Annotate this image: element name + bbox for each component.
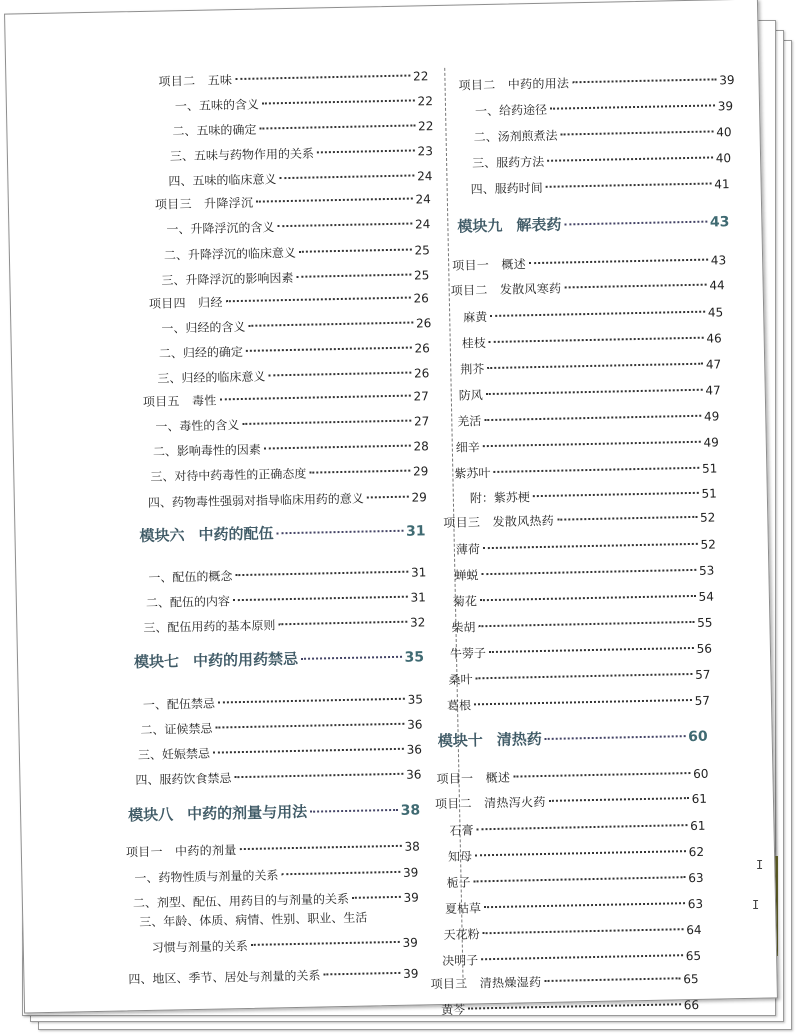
- toc-page-number: 22: [417, 119, 434, 134]
- module-name: 清热药: [496, 730, 542, 749]
- leader-dots: [213, 748, 404, 754]
- toc-entry-label: 菊花: [452, 594, 478, 609]
- toc-item-entry[interactable]: [457, 408, 719, 429]
- toc-project-entry[interactable]: [436, 766, 708, 787]
- toc-page-number: 49: [703, 409, 720, 424]
- toc-page-number: 27: [413, 414, 430, 429]
- toc-page-number: 32: [409, 615, 426, 630]
- toc-entry-label: 项目三 发散风热药: [443, 513, 555, 530]
- toc-project-entry[interactable]: [149, 290, 429, 312]
- toc-entry-label: 二、五味的确定: [172, 122, 257, 139]
- toc-entry-label: 石膏: [449, 823, 474, 838]
- module-title: [134, 651, 298, 670]
- toc-item-entry[interactable]: [460, 356, 721, 377]
- leader-dots: [277, 223, 412, 228]
- toc-entry-label-line1: 三、年龄、体质、病情、性别、职业、生活: [139, 910, 368, 930]
- leader-dots: [547, 156, 713, 161]
- toc-entry-label: 麻黄: [463, 310, 488, 325]
- leader-dots: [277, 530, 403, 535]
- toc-item-entry[interactable]: [150, 463, 428, 485]
- toc-page-number: 54: [698, 589, 715, 604]
- toc-page-number: 52: [700, 537, 716, 552]
- toc-page-number: 52: [699, 510, 716, 525]
- leader-dots: [478, 621, 694, 627]
- toc-entry-label: 三、归经的临床意义: [157, 369, 266, 386]
- toc-item-entry[interactable]: [463, 304, 723, 325]
- leader-dots: [550, 104, 715, 109]
- leader-dots: [477, 824, 688, 830]
- leader-dots: [474, 699, 692, 705]
- toc-page-number: 26: [413, 366, 430, 381]
- toc-entry-label: 四、服药时间: [470, 180, 543, 197]
- leader-dots: [483, 441, 701, 447]
- leader-dots: [268, 372, 411, 377]
- module-title: [457, 217, 561, 235]
- toc-entry-label: 细辛: [455, 440, 480, 455]
- toc-page-number: 38: [400, 802, 421, 819]
- toc-project-entry[interactable]: [435, 791, 707, 812]
- leader-dots: [546, 183, 712, 188]
- toc-page-number: 22: [412, 69, 429, 84]
- toc-module-heading[interactable]: [438, 728, 708, 750]
- toc-module-heading[interactable]: [134, 648, 424, 671]
- toc-page-number: 26: [415, 316, 432, 331]
- leader-dots: [248, 322, 413, 327]
- leader-dots: [218, 698, 405, 704]
- toc-page-number: 60: [688, 728, 708, 746]
- toc-entry-label: 项目三 清热燥湿药: [430, 975, 542, 992]
- toc-entry-label: 桑叶: [448, 672, 473, 687]
- toc-page-number: 36: [406, 742, 423, 757]
- toc-entry-label: 葛根: [446, 698, 472, 713]
- toc-page-number: 28: [413, 439, 429, 454]
- toc-entry-label: 四、服药饮食禁忌: [135, 771, 232, 788]
- toc-page-number: 35: [407, 692, 424, 707]
- toc-item-entry[interactable]: [153, 438, 429, 460]
- toc-entry-label: 黄芩: [440, 1002, 466, 1018]
- leader-dots: [489, 647, 694, 653]
- toc-item-entry[interactable]: [172, 118, 433, 139]
- toc-entry-label: 三、妊娠禁忌: [137, 746, 211, 763]
- toc-entry-label: 一、给药途径: [474, 102, 548, 119]
- toc-item-entry[interactable]: [157, 365, 429, 386]
- toc-page-number: 31: [410, 565, 427, 580]
- toc-page-number: 29: [411, 490, 427, 505]
- toc-page-number: 27: [413, 389, 429, 404]
- toc-page-number: 26: [414, 341, 430, 356]
- leader-dots: [572, 78, 716, 83]
- leader-dots: [279, 174, 414, 179]
- toc-entry-label: 蝉蜕: [454, 568, 479, 583]
- toc-page-number: 36: [405, 767, 422, 782]
- toc-page-number: 22: [417, 94, 434, 109]
- toc-entry-label: 项目一 概述: [436, 770, 511, 787]
- toc-item-entry[interactable]: [473, 124, 731, 145]
- leader-dots: [299, 249, 412, 253]
- toc-item-entry[interactable]: [161, 267, 429, 288]
- leader-dots: [564, 284, 706, 289]
- toc-entry-label: 四、药物毒性强弱对指导临床用药的意义: [147, 491, 365, 510]
- leader-dots: [487, 363, 703, 369]
- toc-entry-label: 二、影响毒性的因素: [152, 442, 261, 459]
- leader-dots: [489, 337, 704, 343]
- toc-page-number: 25: [414, 243, 431, 258]
- toc-page-number: 41: [714, 177, 730, 192]
- leader-dots: [235, 75, 410, 81]
- leader-dots: [296, 274, 411, 278]
- toc-page-number: 63: [688, 870, 704, 886]
- toc-page-number: 51: [701, 461, 718, 476]
- toc-project-entry[interactable]: [443, 509, 715, 530]
- toc-item-entry[interactable]: [140, 716, 422, 738]
- toc-project-entry[interactable]: [155, 191, 431, 213]
- toc-entry-label: 项目一 中药的剂量: [125, 843, 237, 860]
- toc-project-entry[interactable]: [452, 252, 726, 273]
- toc-entry-label: 项目一 概述: [452, 257, 527, 273]
- leader-dots: [235, 571, 408, 576]
- leader-dots: [544, 977, 680, 982]
- toc-page-number: 23: [417, 144, 434, 159]
- toc-item-entry[interactable]: [146, 589, 426, 611]
- leader-dots: [490, 311, 705, 317]
- leader-dots: [480, 595, 696, 601]
- toc-item-entry[interactable]: [471, 176, 730, 197]
- text-cursor-mark-2: I: [752, 898, 760, 912]
- toc-page-number: 57: [695, 667, 711, 682]
- toc-item-entry[interactable]: [445, 896, 703, 917]
- toc-page-number: 40: [716, 125, 732, 140]
- toc-page-number: 56: [696, 641, 713, 656]
- toc-module-heading[interactable]: [457, 213, 729, 235]
- toc-entry-label: 一、配伍的概念: [148, 569, 233, 585]
- toc-item-entry[interactable]: [170, 143, 433, 164]
- toc-item-entry[interactable]: [443, 922, 701, 943]
- toc-entry-label: 项目四 归经: [148, 295, 223, 311]
- leader-dots: [352, 896, 401, 899]
- toc-module-heading[interactable]: [139, 522, 425, 545]
- text-cursor-mark: I: [756, 858, 764, 872]
- toc-item-entry[interactable]: [442, 948, 701, 969]
- toc-entry-label: 决明子: [442, 953, 479, 969]
- toc-item-entry[interactable]: [454, 460, 717, 481]
- toc-entry-label: 一、配伍禁忌: [142, 696, 216, 713]
- leader-dots: [226, 297, 411, 303]
- toc-page-number: 24: [415, 192, 431, 207]
- toc-entry-label: 二、证候禁忌: [140, 721, 213, 738]
- toc-item-entry[interactable]: [168, 168, 432, 189]
- leader-dots: [484, 902, 685, 908]
- toc-page-number: 43: [709, 214, 730, 231]
- module-number: 模块七: [133, 652, 180, 672]
- toc-project-entry[interactable]: [158, 68, 428, 89]
- toc-page-number: 35: [404, 649, 425, 666]
- toc-entry-label: 项目三 升降浮沉: [154, 195, 254, 212]
- toc-page-number: 26: [413, 291, 429, 306]
- toc-page-number: 60: [693, 766, 709, 781]
- leader-dots: [549, 797, 689, 802]
- leader-dots: [557, 516, 697, 521]
- module-title: [139, 525, 273, 544]
- toc-page-number: 53: [698, 563, 715, 578]
- toc-project-entry[interactable]: [430, 971, 698, 992]
- toc-page-number: 51: [701, 486, 717, 501]
- toc-project-entry[interactable]: [143, 388, 429, 410]
- toc-page-number: 31: [405, 523, 426, 540]
- toc-entry-label: 项目二 发散风寒药: [450, 281, 562, 298]
- leader-dots: [564, 221, 706, 226]
- toc-entry-label: 一、升降浮沉的含义: [166, 220, 275, 237]
- leader-dots: [256, 198, 412, 203]
- toc-page-number: 39: [402, 966, 419, 981]
- toc-page-number: 61: [691, 791, 708, 807]
- leader-dots: [233, 596, 408, 602]
- toc-page: [4, 0, 778, 1018]
- leader-dots: [323, 972, 400, 976]
- toc-page-number: 65: [685, 948, 702, 964]
- leader-dots: [242, 420, 411, 425]
- toc-entry-label: 一、五味的含义: [174, 97, 260, 114]
- toc-entry-label: 防风: [458, 388, 483, 403]
- toc-item-entry[interactable]: [448, 667, 710, 688]
- leader-dots: [468, 1003, 681, 1009]
- leader-dots: [215, 723, 404, 729]
- leader-dots: [484, 415, 701, 421]
- toc-entry-label: 三、五味与药物作用的关系: [169, 146, 315, 164]
- toc-entry-label: 四、地区、季节、居处与剂量的关系: [128, 968, 321, 987]
- toc-entry-wrapped[interactable]: [139, 909, 419, 931]
- leader-dots: [220, 395, 411, 401]
- toc-entry-label: 二、汤剂煎煮法: [473, 128, 558, 145]
- toc-entry-label: 羌活: [457, 414, 482, 429]
- toc-item-entry[interactable]: [453, 589, 714, 610]
- toc-page-number: 39: [402, 935, 418, 950]
- toc-page-number: 38: [404, 839, 420, 854]
- toc-entry-label: 一、药物性质与剂量的关系: [134, 868, 279, 886]
- leader-dots: [264, 445, 411, 450]
- toc-item-entry[interactable]: [450, 641, 712, 662]
- toc-item-entry[interactable]: [462, 330, 722, 351]
- toc-entry-label: 一、归经的含义: [161, 319, 246, 336]
- leader-dots: [483, 543, 698, 549]
- toc-module-heading[interactable]: [128, 801, 420, 824]
- toc-item-entry[interactable]: [456, 536, 716, 557]
- leader-dots: [475, 673, 692, 679]
- module-title: [438, 731, 542, 749]
- leader-dots: [481, 569, 696, 575]
- toc-entry-label: 桂枝: [461, 336, 486, 351]
- toc-page-number: 64: [686, 922, 702, 938]
- module-number: 模块八: [127, 805, 174, 825]
- module-name: 中药的剂量与用法: [186, 802, 308, 824]
- toc-item-entry[interactable]: [448, 844, 704, 865]
- toc-entry-label: 二、剂型、配伍、用药目的与剂量的关系: [132, 891, 350, 911]
- toc-page-number: 24: [414, 217, 431, 232]
- toc-entry-wrapped-cont[interactable]: [152, 935, 418, 956]
- toc-page-number: 39: [402, 865, 419, 880]
- toc-entry-label: 天花粉: [443, 927, 480, 943]
- toc-page-number: 39: [403, 890, 420, 905]
- toc-item-entry[interactable]: [133, 890, 419, 912]
- toc-entry-label: 二、归经的确定: [158, 344, 244, 361]
- toc-item-entry[interactable]: [166, 216, 430, 237]
- toc-item-entry[interactable]: [159, 340, 430, 361]
- toc-project-entry[interactable]: [451, 277, 725, 298]
- toc-entry-label: 三、服药方法: [471, 154, 545, 171]
- toc-page-number: 39: [719, 73, 735, 88]
- leader-dots: [533, 492, 699, 497]
- toc-page-number: 55: [696, 615, 713, 630]
- module-number: 模块九: [457, 216, 503, 236]
- toc-item-entry[interactable]: [143, 691, 423, 713]
- toc-entry-label: 二、配伍的内容: [145, 594, 231, 610]
- toc-page-number: 62: [688, 844, 705, 860]
- toc-item-entry[interactable]: [155, 413, 429, 434]
- module-number: 模块六: [139, 526, 185, 546]
- module-title: [128, 804, 307, 824]
- toc-entry-label: 柴胡: [451, 620, 476, 635]
- toc-entry-label: 栀子: [446, 875, 471, 890]
- leader-dots: [481, 954, 683, 960]
- toc-item-entry[interactable]: [447, 693, 710, 714]
- toc-item-entry[interactable]: [451, 615, 712, 636]
- toc-page-number: 43: [710, 253, 727, 268]
- toc-item-entry[interactable]: [138, 741, 422, 763]
- leader-dots: [493, 467, 699, 473]
- leader-dots: [310, 809, 398, 813]
- toc-item-entry[interactable]: [459, 382, 721, 403]
- toc-page-number: 57: [694, 693, 711, 708]
- toc-page-number: 44: [709, 278, 725, 293]
- toc-page-number: 24: [416, 169, 433, 184]
- toc-item-entry[interactable]: [128, 966, 418, 988]
- toc-page-number: 31: [410, 590, 426, 605]
- leader-dots: [561, 130, 714, 135]
- toc-item-entry[interactable]: [456, 434, 719, 455]
- leader-dots: [474, 876, 686, 882]
- module-name: 解表药: [516, 215, 562, 235]
- toc-entry-label: 知母: [447, 849, 473, 864]
- leader-dots: [281, 871, 400, 875]
- leader-dots: [483, 928, 684, 934]
- toc-page-number: 65: [683, 971, 699, 987]
- leader-dots: [309, 470, 410, 474]
- leader-dots: [251, 941, 400, 946]
- toc-page-number: 47: [705, 357, 722, 372]
- leader-dots: [317, 149, 415, 153]
- toc-page-number: 47: [705, 383, 721, 398]
- leader-dots: [475, 850, 686, 856]
- toc-item-entry[interactable]: [148, 564, 426, 586]
- toc-item-entry[interactable]: [148, 489, 427, 511]
- toc-page-number: 49: [703, 435, 719, 450]
- toc-entry-label: 项目五 毒性: [142, 393, 217, 409]
- leader-dots: [278, 621, 407, 626]
- toc-entry-label: 项目二 清热泻火药: [434, 794, 546, 812]
- toc-entry-label: 牛蒡子: [449, 646, 487, 661]
- toc-item-entry[interactable]: [475, 98, 733, 119]
- toc-entry-label: 紫苏叶: [454, 466, 491, 481]
- leader-dots: [301, 656, 402, 660]
- leader-dots: [486, 389, 703, 395]
- toc-page-number: 25: [413, 268, 430, 283]
- toc-item-entry[interactable]: [134, 865, 418, 887]
- leader-dots: [367, 496, 409, 499]
- toc-entry-label: 三、对待中药毒性的正确态度: [150, 466, 307, 484]
- toc-entry-label: 一、毒性的含义: [155, 418, 240, 434]
- toc-item-entry[interactable]: [446, 870, 703, 891]
- toc-item-entry[interactable]: [470, 485, 717, 506]
- leader-dots: [234, 773, 403, 778]
- toc-entry-label: 项目二 五味: [158, 73, 233, 89]
- toc-page-number: 46: [706, 331, 722, 346]
- toc-item-entry[interactable]: [472, 150, 731, 171]
- leader-dots: [246, 347, 412, 352]
- toc-item-entry[interactable]: [449, 818, 705, 839]
- toc-page-number: 61: [690, 818, 706, 834]
- leader-dots: [240, 845, 402, 850]
- leader-dots: [513, 772, 690, 778]
- toc-entry-label: 三、配伍用药的基本原则: [143, 618, 276, 635]
- module-number: 模块十: [437, 731, 483, 751]
- toc-page-number: 45: [707, 305, 724, 320]
- toc-project-entry[interactable]: [126, 838, 420, 860]
- toc-page-number: 63: [687, 896, 704, 912]
- toc-entry-label: 薄荷: [455, 542, 481, 557]
- leader-dots: [545, 735, 685, 740]
- toc-entry-label: 夏枯草: [444, 901, 482, 916]
- leader-dots: [262, 99, 415, 104]
- toc-entry-label: 荆芥: [460, 362, 485, 377]
- toc-page-number: 66: [683, 997, 700, 1013]
- toc-page-number: 29: [412, 464, 429, 479]
- toc-entry-label: 附：紫苏梗: [469, 490, 531, 506]
- toc-page-number: 40: [715, 151, 732, 166]
- leader-dots: [529, 259, 708, 265]
- toc-item-entry[interactable]: [161, 315, 431, 336]
- toc-item-entry[interactable]: [164, 242, 430, 263]
- toc-page-number: 39: [717, 99, 734, 114]
- toc-entry-label: 四、五味的临床意义: [168, 172, 277, 189]
- toc-entry-label-line2: 习惯与剂量的关系: [151, 938, 248, 955]
- leader-dots: [259, 124, 415, 129]
- toc-item-entry[interactable]: [175, 93, 433, 114]
- module-name: 中药的配伍: [198, 524, 274, 544]
- toc-entry-label: 二、升降浮沉的临床意义: [163, 245, 297, 263]
- toc-entry-label: 项目二 中药的用法: [458, 76, 570, 93]
- toc-item-entry[interactable]: [143, 614, 425, 636]
- toc-entry-label: 三、升降浮沉的影响因素: [161, 270, 294, 288]
- toc-item-entry[interactable]: [135, 766, 421, 788]
- toc-page-number: 36: [406, 717, 423, 732]
- toc-project-entry[interactable]: [458, 72, 734, 94]
- module-name: 中药的用药禁忌: [192, 649, 299, 671]
- toc-item-entry[interactable]: [454, 563, 714, 584]
